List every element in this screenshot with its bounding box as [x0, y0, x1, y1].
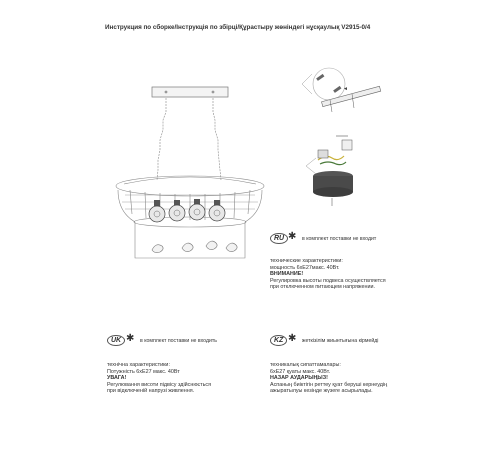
- star-icon: ✱: [126, 333, 135, 344]
- birds: [152, 241, 237, 253]
- uk-warning-line-1: Регулювання висоти підвісу здійснюється: [107, 381, 212, 388]
- star-icon: ✱: [288, 333, 297, 344]
- bird-icon: [206, 241, 217, 249]
- ru-spec-power: мощность 6хЕ27макс. 40Вт.: [270, 264, 340, 271]
- uk-badge: UK: [107, 335, 125, 346]
- star-icon: ✱: [288, 231, 297, 242]
- bird-icon: [152, 245, 163, 253]
- kz-warning-line-1: Аспаның биіктігін реттеу қуат беруші кернеудің: [270, 381, 388, 388]
- uk-warning-line-2: при відключеній напрузі живлення.: [107, 388, 195, 395]
- suspension-chains: [157, 98, 221, 180]
- kz-warning: НАЗАР АУДАРЫҢЫЗ!: [270, 375, 328, 382]
- kz-warning-line-2: ажыратылуы кезінде жүзеге асырылады.: [270, 388, 373, 395]
- bulbs: [149, 199, 225, 222]
- screw-icon: [316, 74, 341, 93]
- canopy-icon: [313, 171, 353, 197]
- ru-badge: RU: [270, 233, 288, 244]
- bird-icon: [182, 243, 193, 251]
- canopy-exploded-view: [302, 68, 381, 112]
- svg-text:◄: ◄: [343, 86, 348, 92]
- kz-badge: KZ: [270, 335, 287, 346]
- kz-specs: [270, 362, 387, 395]
- kz-spec-power: 6хЕ27 қуаты макс. 40Вт.: [270, 368, 331, 375]
- canopy-wiring: [306, 136, 353, 206]
- kz-note: жеткізілім жиынтығына кірмейді: [302, 338, 379, 344]
- bulb-icon: [149, 200, 165, 222]
- uk-spec-heading: технічна характеристики:: [107, 362, 170, 368]
- ru-spec-heading: технические характеристики:: [270, 258, 343, 264]
- document-title: Инструкция по сборке/Інструкція по збірці/Құрастыру жөніндегі нұсқаулық V2915-0/4: [105, 24, 371, 31]
- kz-spec-heading: техникалық сипаттамалары:: [270, 362, 341, 368]
- uk-warning: УВАГА!: [107, 375, 127, 382]
- uk-specs: [107, 362, 211, 395]
- ru-warning: ВНИМАНИЕ!: [270, 271, 304, 278]
- bulb-icon: [169, 200, 185, 221]
- uk-note: в комплект поставки не входить: [140, 338, 217, 344]
- ru-warning-line-1: Регулировка высоты подвеса осуществляется: [270, 277, 386, 284]
- ceiling-bar: [152, 87, 228, 97]
- bird-icon: [226, 243, 237, 251]
- uk-spec-power: Потужність 6хЕ27 макс. 40Вт: [107, 368, 180, 375]
- ru-specs: [270, 258, 386, 291]
- bulb-icon: [209, 200, 225, 221]
- ru-note: в комплект поставки не входит: [302, 236, 377, 242]
- ru-warning-line-2: при отключенном питающем напряжении.: [270, 284, 376, 291]
